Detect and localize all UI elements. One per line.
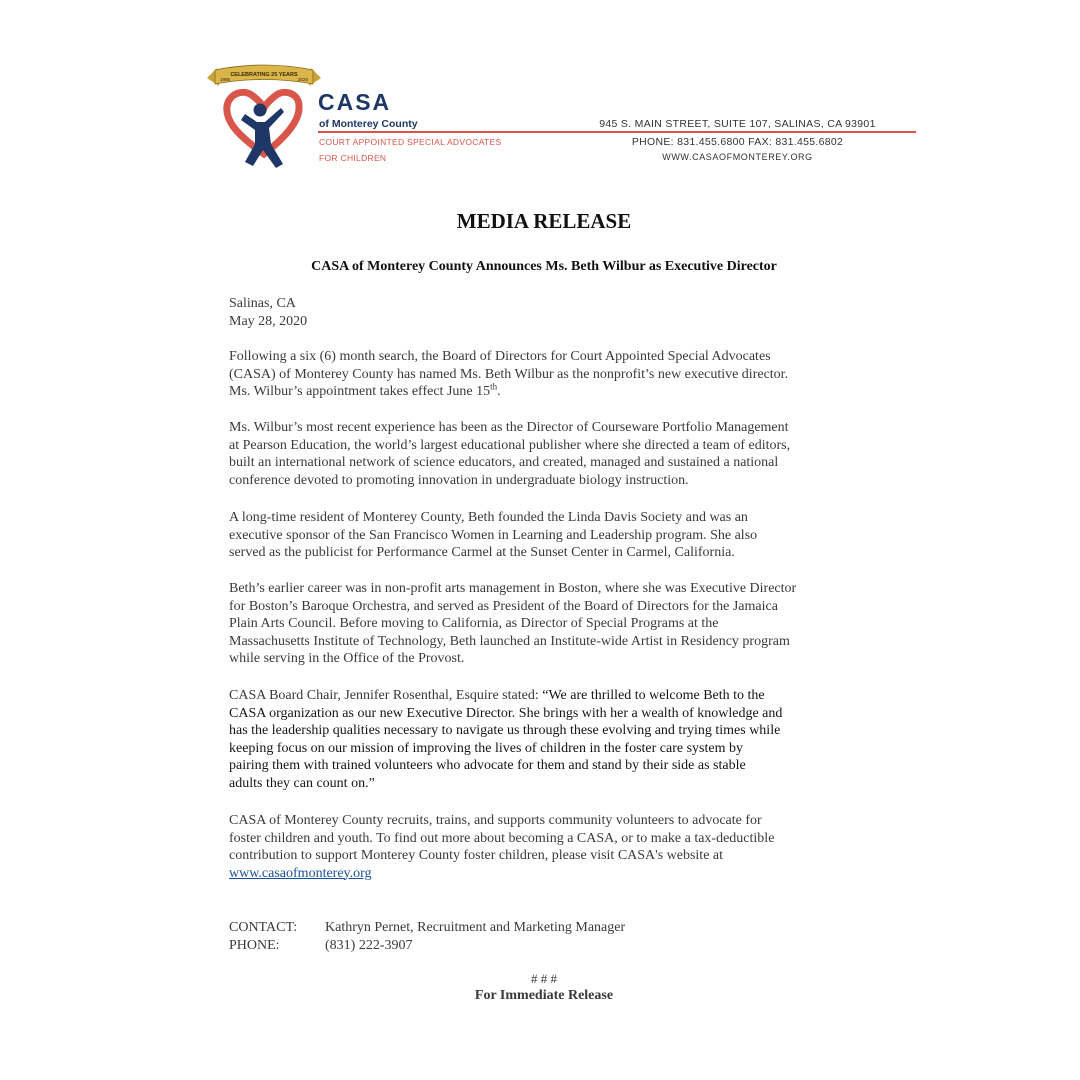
text-line: at Pearson Education, the world’s largest educational publisher where she directed a team of editors, (229, 437, 791, 453)
dateline-date: May 28, 2020 (229, 313, 308, 329)
paragraph-community (229, 509, 869, 562)
quote-start: “We are thrilled to welcome Beth to the (542, 688, 765, 703)
dateline-city: Salinas, CA (229, 296, 296, 311)
dateline (229, 295, 869, 330)
phone-label: PHONE: (229, 938, 280, 953)
phone-value: (831) 222-3907 (325, 938, 413, 953)
text-line: conference devoted to promoting innovation in undergraduate biology instruction. (229, 472, 689, 488)
text-line: executive sponsor of the San Francisco Women in Learning and Leadership program. She also (229, 527, 758, 543)
text-line: Ms. Wilbur’s appointment takes effect June 15th. (229, 381, 501, 399)
org-website[interactable]: WWW.CASAOFMONTEREY.ORG (662, 152, 813, 162)
end-mark: # # # (531, 971, 557, 986)
text-line: while serving in the Office of the Provost. (229, 651, 465, 666)
text-line: Ms. Wilbur’s most recent experience has been as the Director of Courseware Portfolio Management (229, 420, 789, 435)
svg-text:CELEBRATING 25 YEARS: CELEBRATING 25 YEARS (230, 72, 298, 78)
text-line: has the leadership qualities necessary to navigate us through these evolving and trying times while (229, 723, 781, 738)
org-subtitle: of Monterey County (319, 118, 418, 130)
ordinal-suffix: th (490, 381, 498, 392)
text-line: A long-time resident of Monterey County, Beth founded the Linda Davis Society and was an (229, 510, 748, 525)
page-title: MEDIA RELEASE (456, 209, 632, 233)
paragraph-career (229, 580, 869, 668)
text-line: foster children and youth. To find out more about becoming a CASA, or to make a tax-deductible (229, 830, 775, 846)
contact-value: Kathryn Pernet, Recruitment and Marketing Manager (325, 920, 626, 935)
phone-row (229, 937, 625, 955)
text-line: served as the publicist for Performance Carmel at the Sunset Center in Carmel, California. (229, 545, 735, 560)
release-footer: For Immediate Release (474, 988, 614, 1003)
text-line: contribution to support Monterey County foster children, please visit CASA's website at (229, 848, 724, 863)
casa-logo (205, 62, 323, 174)
text-line: pairing them with trained volunteers who advocate for them and stand by their side as stable (229, 758, 746, 773)
text-line: Plain Arts Council. Before moving to California, as Director of Special Programs at the (229, 616, 719, 631)
contact-label: CONTACT: (229, 920, 298, 935)
tagline-line-2: FOR CHILDREN (319, 153, 387, 163)
text-line: CASA Board Chair, Jennifer Rosenthal, Esquire stated: “We are thrilled to welcome Beth to the (229, 688, 765, 703)
paragraph-experience (229, 419, 869, 489)
contact-block (229, 919, 625, 955)
text-line: built an international network of science educators, and created, managed and sustained a national (229, 455, 779, 470)
text-line: for Boston’s Baroque Orchestra, and served as President of the Board of Directors for the Jamaica (229, 598, 778, 614)
svg-text:1995: 1995 (219, 77, 231, 82)
text-line: (CASA) of Monterey County has named Ms. Beth Wilbur as the nonprofit’s new executive director. (229, 366, 789, 382)
text-line: Following a six (6) month search, the Board of Directors for Court Appointed Special Advocates (229, 349, 771, 364)
org-phone-fax: PHONE: 831.455.6800 FAX: 831.455.6802 (631, 136, 844, 148)
text-line: adults they can count on.” (229, 775, 375, 791)
tagline-line-1: COURT APPOINTED SPECIAL ADVOCATES (319, 137, 502, 147)
text-line: CASA of Monterey County recruits, trains, and supports community volunteers to advocate for (229, 813, 762, 828)
paragraph-about (229, 812, 869, 882)
svg-text:2020: 2020 (297, 77, 309, 82)
text-line: CASA organization as our new Executive Director. She brings with her a wealth of knowledge and (229, 705, 783, 721)
contact-row (229, 919, 625, 937)
paragraph-quote (229, 687, 869, 792)
website-link[interactable]: www.casaofmonterey.org (229, 865, 372, 881)
paragraph-announcement (229, 348, 869, 401)
text-line: keeping focus on our mission of improving the lives of children in the foster care system by (229, 740, 744, 756)
text-line: Beth’s earlier career was in non-profit arts management in Boston, where she was Executive Director (229, 581, 797, 596)
letterhead-rule (318, 131, 916, 133)
org-address: 945 S. MAIN STREET, SUITE 107, SALINAS, CA 93901 (599, 118, 876, 130)
casa-heart-child-logo (205, 62, 323, 174)
text-line: Massachusetts Institute of Technology, Beth launched an Institute-wide Artist in Residency program (229, 633, 790, 649)
release-headline: CASA of Monterey County Announces Ms. Beth Wilbur as Executive Director (311, 259, 777, 274)
org-name: CASA (318, 89, 392, 115)
